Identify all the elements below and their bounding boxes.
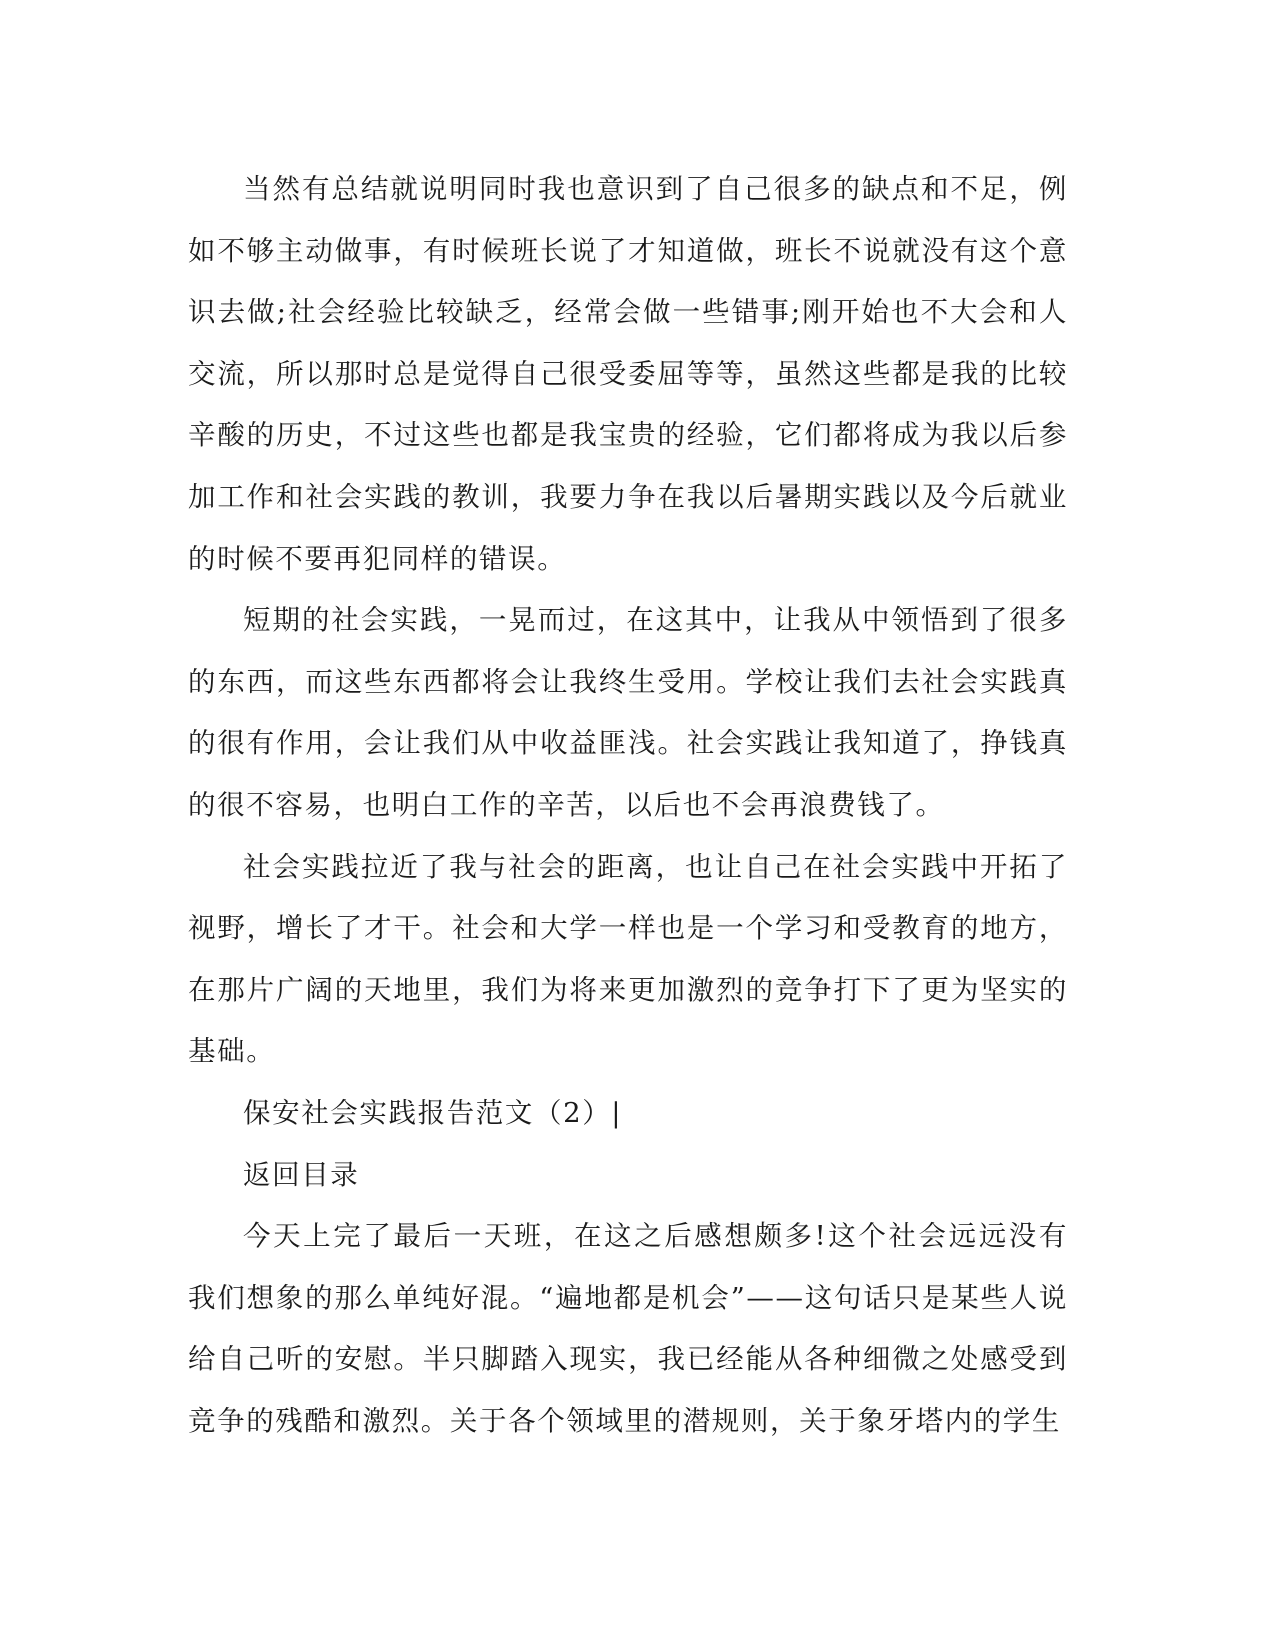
document-body xyxy=(188,159,1068,1452)
section-title-link[interactable]: 保安社会实践报告范文（2）| xyxy=(243,1096,623,1129)
paragraph-3: 社会实践拉近了我与社会的距离，也让自己在社会实践中开拓了视野，增长了才干。社会和大学一样也是一个学习和受教育的地方，在那片广阔的天地里，我们为将来更加激烈的竞争打下了更为坚实的基础。 xyxy=(188,850,1068,1068)
paragraph-1: 当然有总结就说明同时我也意识到了自己很多的缺点和不足，例如不够主动做事，有时候班长说了才知道做，班长不说就没有这个意识去做;社会经验比较缺乏，经常会做一些错事;刚开始也不大会和人交流，所以那时总是觉得自己很受委屈等等，虽然这些都是我的比较辛酸的历史，不过这些也都是我宝贵的经验，它们都将成为我以后参加工作和社会实践的教训，我要力争在我以后暑期实践以及今后就业的时候不要再犯同样的错误。 xyxy=(188,173,1068,575)
paragraph-2: 短期的社会实践，一晃而过，在这其中，让我从中领悟到了很多的东西，而这些东西都将会让我终生受用。学校让我们去社会实践真的很有作用，会让我们从中收益匪浅。社会实践让我知道了，挣钱真的很不容易，也明白工作的辛苦，以后也不会再浪费钱了。 xyxy=(188,604,1068,821)
back-to-toc-link[interactable]: 返回目录 xyxy=(243,1158,360,1191)
paragraph-4: 今天上完了最后一天班，在这之后感想颇多!这个社会远远没有我们想象的那么单纯好混。“遍地都是机会”——这句话只是某些人说给自己听的安慰。半只脚踏入现实，我已经能从各种细微之处感受到竞争的残酷和激烈。关于各个领域里的潜规则，关于象牙塔内的学生 xyxy=(188,1220,1068,1437)
